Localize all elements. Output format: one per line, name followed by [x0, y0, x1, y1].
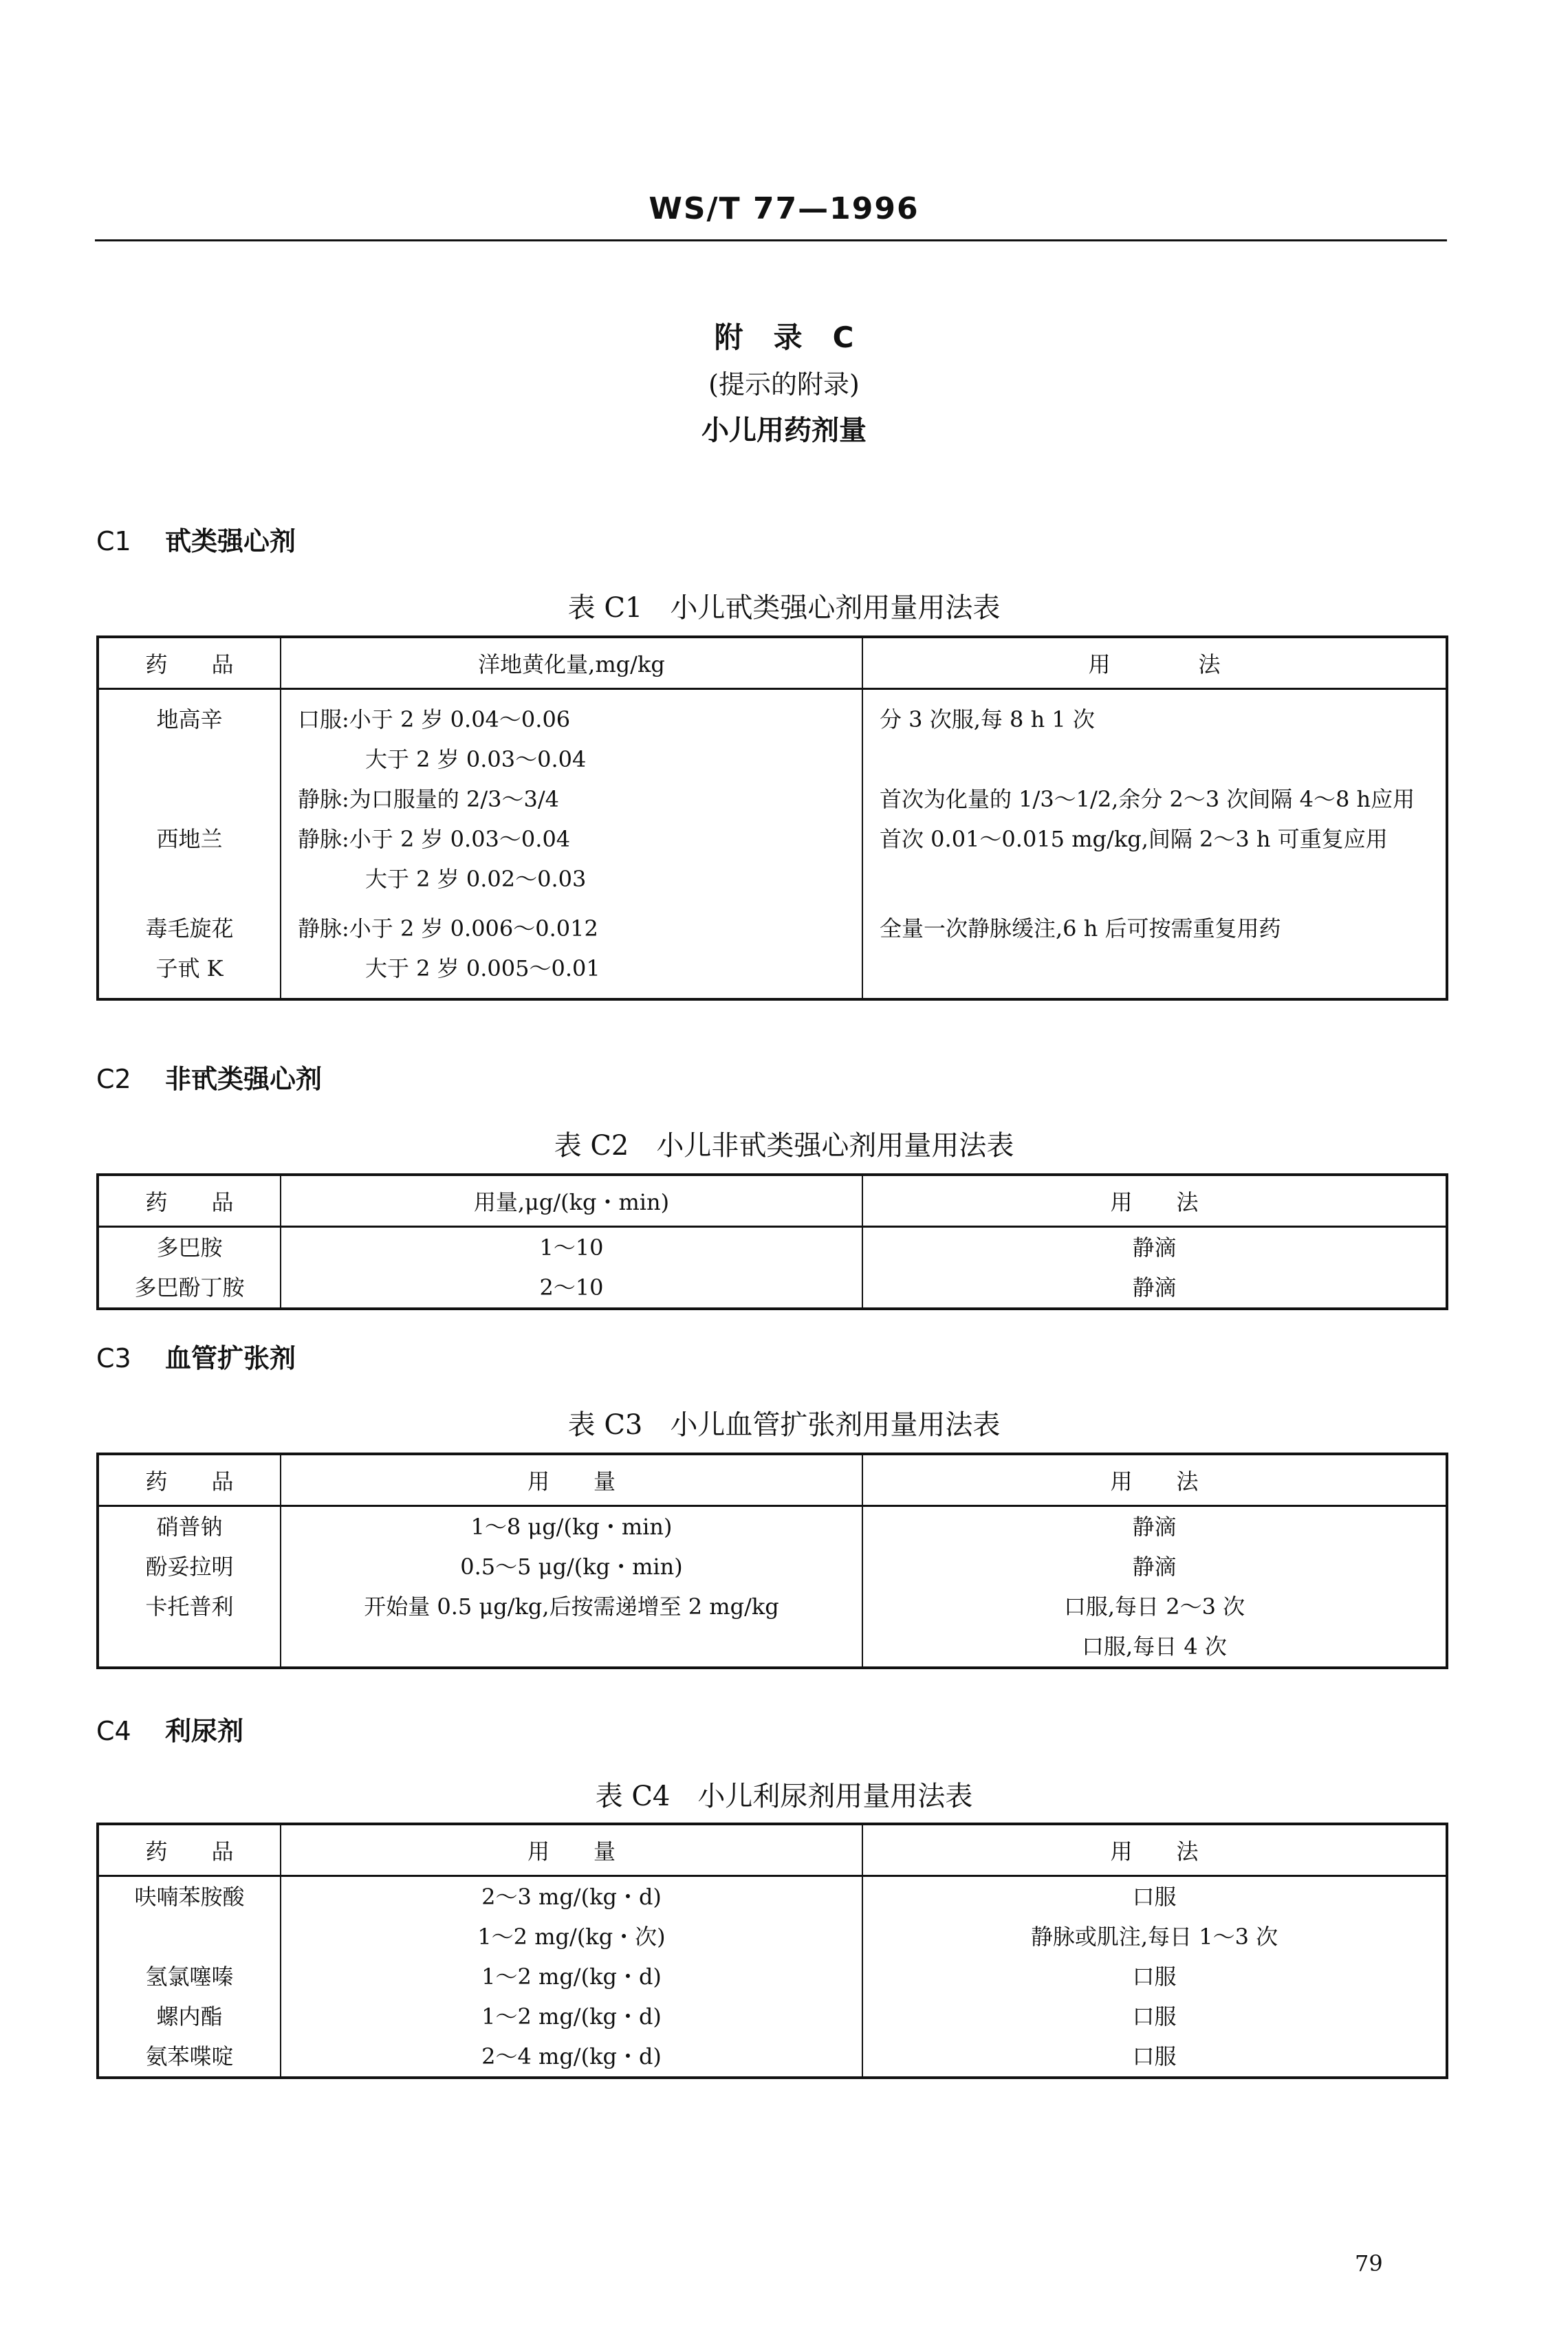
- dose-cell: 1～2 mg/(kg・d): [281, 1997, 862, 2036]
- usage-cell: 口服: [862, 1957, 1447, 1997]
- dose-line: 口服:小于 2 岁 0.04～0.06: [298, 706, 571, 732]
- dose-line: 静脉:为口服量的 2/3～3/4: [298, 786, 559, 812]
- usage-cell: [862, 689, 1447, 820]
- usage-line: 分 3 次服,每 8 h 1 次: [880, 706, 1095, 732]
- drug-name: 酚妥拉明: [98, 1547, 281, 1587]
- dose-line: 大于 2 岁 0.02～0.03: [365, 866, 587, 892]
- usage-cell: 口服: [862, 1876, 1447, 1917]
- usage-line: 口服,每日 2～3 次: [1063, 1594, 1245, 1620]
- usage-line: 口服,每日 4 次: [1082, 1633, 1227, 1660]
- usage-cell: [862, 1587, 1447, 1668]
- dose-cell: 1～8 μg/(kg・min): [281, 1506, 862, 1547]
- column-header: 药 品: [98, 1824, 281, 1876]
- dose-cell: 2～4 mg/(kg・d): [281, 2036, 862, 2078]
- usage-line: 首次 0.01～0.015 mg/kg,间隔 2～3 h 可重复应用: [880, 826, 1388, 852]
- drug-name: 氨苯喋啶: [98, 2036, 281, 2078]
- table-row: [98, 1268, 1447, 1309]
- usage-cell: [862, 819, 1447, 899]
- section-title: 非甙类强心剂: [165, 1064, 323, 1094]
- column-header: 用 量: [281, 1824, 862, 1876]
- drug-name: 多巴酚丁胺: [98, 1268, 281, 1309]
- table-row: [98, 819, 1447, 899]
- section-heading-c3: [96, 1337, 296, 1375]
- section-title: 血管扩张剂: [165, 1343, 296, 1373]
- appendix-label-word-1: 附: [714, 320, 743, 354]
- table-row: [98, 689, 1447, 820]
- dose-line: 开始量 0.5 μg/kg,后按需递增至 2 mg/kg: [364, 1594, 779, 1620]
- drug-name: 氢氯噻嗪: [98, 1957, 281, 1997]
- header-rule: [95, 239, 1447, 241]
- dose-line: 静脉:小于 2 岁 0.03～0.04: [298, 826, 571, 852]
- drug-cell: [98, 1587, 281, 1668]
- table-row: [98, 2036, 1447, 2078]
- table-c3: [96, 1453, 1448, 1669]
- section-number: C3: [96, 1343, 131, 1373]
- dose-cell: 1～2 mg/(kg・次): [281, 1917, 862, 1957]
- table-row: [98, 1997, 1447, 2036]
- section-number: C4: [96, 1716, 131, 1746]
- table-caption-c1: 表 C1 小儿甙类强心剂用量用法表: [567, 592, 1001, 624]
- table-c1: [96, 635, 1448, 1001]
- table-caption-c3: 表 C3 小儿血管扩张剂用量用法表: [567, 1409, 1001, 1441]
- table-c2: [96, 1173, 1448, 1310]
- table-row: [98, 1227, 1447, 1268]
- section-heading-c1: [96, 520, 296, 558]
- table-row: [98, 1876, 1447, 1917]
- column-header: 用 法: [862, 1175, 1447, 1227]
- table-caption-c2: 表 C2 小儿非甙类强心剂用量用法表: [554, 1130, 1014, 1162]
- drug-name: 毒毛旋花: [145, 915, 234, 942]
- dose-cell: [281, 689, 862, 820]
- drug-name: 多巴胺: [98, 1227, 281, 1268]
- dose-cell: 2～10: [281, 1268, 862, 1309]
- drug-name: 卡托普利: [145, 1594, 234, 1620]
- dose-line: 大于 2 岁 0.03～0.04: [365, 746, 587, 772]
- column-header: 用 量: [281, 1454, 862, 1506]
- dose-cell: 2～3 mg/(kg・d): [281, 1876, 862, 1917]
- dose-cell: 1～2 mg/(kg・d): [281, 1957, 862, 1997]
- drug-name: 螺内酯: [98, 1997, 281, 2036]
- table-row: [98, 1547, 1447, 1587]
- dose-cell: 0.5～5 μg/(kg・min): [281, 1547, 862, 1587]
- drug-name: 西地兰: [156, 826, 223, 852]
- table-row: [98, 1587, 1447, 1668]
- drug-name: 呋喃苯胺酸: [98, 1876, 281, 1917]
- column-header: 药 品: [98, 1175, 281, 1227]
- usage-line: 全量一次静脉缓注,6 h 后可按需重复用药: [880, 915, 1281, 942]
- usage-cell: 静滴: [862, 1268, 1447, 1309]
- dose-line: 大于 2 岁 0.005～0.01: [365, 955, 600, 981]
- section-title: 甙类强心剂: [165, 526, 296, 556]
- usage-cell: [862, 899, 1447, 999]
- appendix-label-word-2: 录: [773, 320, 803, 354]
- appendix-note: (提示的附录): [708, 369, 860, 400]
- table-caption-c4: 表 C4 小儿利尿剂用量用法表: [595, 1781, 973, 1812]
- usage-line: 首次为化量的 1/3～1/2,余分 2～3 次间隔 4～8 h应用: [880, 786, 1415, 812]
- column-header: 用量,μg/(kg・min): [281, 1175, 862, 1227]
- dose-cell: [281, 819, 862, 899]
- column-header: 用 法: [862, 637, 1447, 689]
- usage-cell: 静滴: [862, 1227, 1447, 1268]
- drug-cell: [98, 899, 281, 999]
- page-number: 79: [1355, 2250, 1383, 2276]
- section-title: 利尿剂: [165, 1716, 244, 1746]
- column-header: 用 法: [862, 1454, 1447, 1506]
- dose-cell: [281, 899, 862, 999]
- appendix-title: 小儿用药剂量: [701, 415, 867, 446]
- dose-line: 静脉:小于 2 岁 0.006～0.012: [298, 915, 598, 942]
- usage-cell: 口服: [862, 1997, 1447, 2036]
- drug-name: 子甙 K: [155, 955, 224, 981]
- table-row: [98, 1917, 1447, 1957]
- drug-name: [98, 1917, 281, 1957]
- drug-name: 硝普钠: [98, 1506, 281, 1547]
- appendix-label-letter: C: [832, 320, 854, 354]
- usage-cell: 静滴: [862, 1547, 1447, 1587]
- column-header: 洋地黄化量,mg/kg: [281, 637, 862, 689]
- column-header: 药 品: [98, 1454, 281, 1506]
- table-c4: [96, 1823, 1448, 2079]
- section-heading-c2: [96, 1058, 322, 1096]
- drug-cell: [98, 819, 281, 899]
- table-row: [98, 1506, 1447, 1547]
- drug-name: 地高辛: [156, 706, 223, 732]
- usage-cell: 静滴: [862, 1506, 1447, 1547]
- table-row: [98, 899, 1447, 999]
- table-row: [98, 1957, 1447, 1997]
- usage-cell: 静脉或肌注,每日 1～3 次: [862, 1917, 1447, 1957]
- drug-cell: [98, 689, 281, 820]
- column-header: 用 法: [862, 1824, 1447, 1876]
- usage-cell: 口服: [862, 2036, 1447, 2078]
- section-number: C2: [96, 1064, 131, 1094]
- dose-cell: 1～10: [281, 1227, 862, 1268]
- section-heading-c4: [96, 1710, 243, 1748]
- appendix-label: [0, 315, 1568, 356]
- column-header: 药 品: [98, 637, 281, 689]
- document-code: WS/T 77—1996: [649, 191, 919, 226]
- section-number: C1: [96, 526, 131, 556]
- dose-cell: [281, 1587, 862, 1668]
